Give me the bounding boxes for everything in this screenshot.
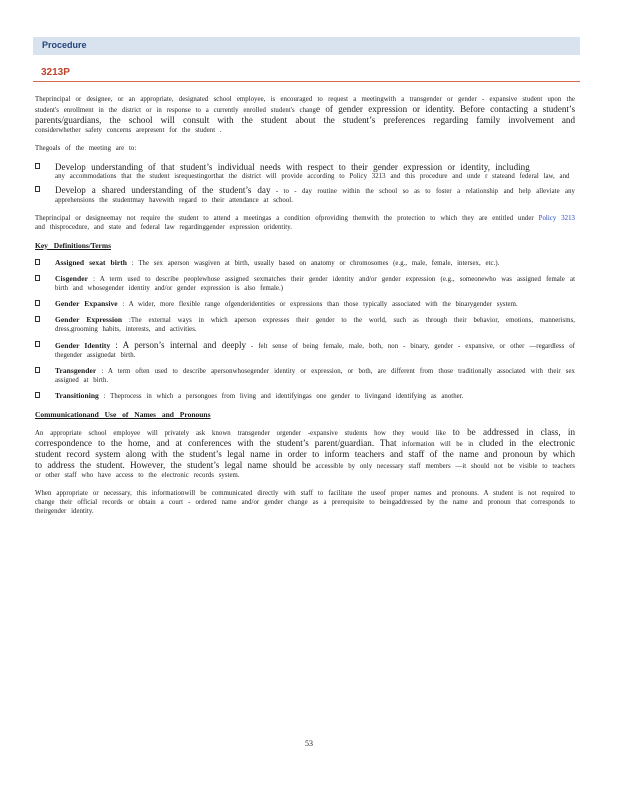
list-item: Assigned sexat birth : The sex aperson wasgiven at birth, usually based on anatomy or chromosomes (e.g., male, female, intersex, etc.).: [35, 258, 575, 268]
bullet-box-icon: [35, 186, 40, 192]
policy-divider: [33, 81, 580, 82]
bullet-box-icon: [35, 275, 40, 281]
list-item: Gender Expansive : A wider, more flexible range ofgenderidentities or expressions than those typically associated with the binarygender system.: [35, 299, 575, 309]
goals-intro: Thegoals of the meeting are to:: [35, 145, 137, 152]
bullet-box-icon: [35, 316, 40, 322]
list-item: Develop understanding of that student’s individual needs with respect to their gender expression or identity, including any accommodations that the student isrequestingorthat the district will provide according to Policy 3213 and this procedure and unde r stateand federal law, and: [35, 162, 575, 181]
communication-heading: Communicationand Use of Names and Pronouns: [35, 410, 211, 419]
bullet-box-icon: [35, 163, 40, 169]
bullet-box-icon: [35, 259, 40, 265]
communication-paragraph: An appropriate school employee will privately ask known transgender orgender -expansive students how they would like to be addressed in class, in correspondence to the home, and at conferences with the student’s parent/guardian. That information will be in cluded in the electronic student record system along with the student’s legal name in order to inform teachers and staff of the name and pronoun by which to address the student. However, the student’s legal name should be accessible by only necessary staff members —it should not be visible to teachers or other staff who have access to the electronic records system.: [35, 427, 576, 479]
procedure-title: Procedure: [42, 40, 87, 50]
policy-number: 3213P: [41, 67, 70, 78]
list-item: Cisgender : A term used to describe peoplewhose assigned sexmatches their gender identity and/or gender expression (e.g., someonewho was assigned female at birth and whosegender identity and/or gender expression is also female.): [35, 274, 575, 293]
bullet-box-icon: [35, 392, 40, 398]
document-body: [35, 95, 575, 525]
list-item: Gender Expression :The external ways in which aperson expresses their gender to the world, such as through their behavior, emotions, mannerisms, dress,grooming habits, interests, and activities.: [35, 315, 575, 334]
bullet-box-icon: [35, 341, 40, 347]
list-item: Transgender : A term often used to describe apersonwhosegender identity or expression, or both, are different from those traditionally associated with their sex assigned at birth.: [35, 366, 575, 385]
page-number: 53: [305, 739, 313, 748]
definitions-heading: Key Definitions/Terms: [35, 241, 112, 250]
definitions-list: [35, 258, 575, 401]
procedure-header-bar: [33, 37, 580, 55]
intro-paragraph: Theprincipal or designee, or an appropriate, designated school employee, is encouraged to request a meetingwith a transgender or gender - expansive student upon the student's enrollment in the district or in response to a currently enrolled student's change of gender expression or identity. Before contacting a student’s parents/guardians, the school will consult with the student about the student’s preferences regarding family involvement and considerwhether safety concerns arepresent for the student .: [35, 96, 575, 134]
communication-paragraph-2: When appropriate or necessary, this informationwill be communicated directly with staff to facilitate the useof proper names and pronouns. A student is not required to change their official records or obtain a court - ordered name and/or gender change as a prerequisite to beingaddressed by the name and pronoun that corresponds to theirgender identity.: [35, 490, 575, 515]
list-item: Develop a shared understanding of the student’s day - to - day routine within the school so as to foster a relationship and help alleviate any apprehensions the studentmay havewith regard to their attendance at school.: [35, 185, 575, 205]
policy-link[interactable]: Policy 3213: [538, 215, 576, 222]
bullet-box-icon: [35, 367, 40, 373]
list-item: Gender Identity : A person’s internal and deeply - felt sense of being female, male, both, non - binary, gender - expansive, or other —regardless of thegender assignedat birth.: [35, 340, 575, 360]
requirement-paragraph: Theprincipal or designeemay not require the student to attend a meetingas a condition ofproviding themwith the protection to which they are entitled under Policy 3213 and thisprocedure, and state and federal law regardinggender expression oridentity.: [35, 215, 576, 231]
bullet-box-icon: [35, 300, 40, 306]
goals-list: [35, 162, 575, 205]
list-item: Transitioning : Theprocess in which a persongoes from living and identifyingas one gender to livingand identifying as another.: [35, 391, 575, 401]
